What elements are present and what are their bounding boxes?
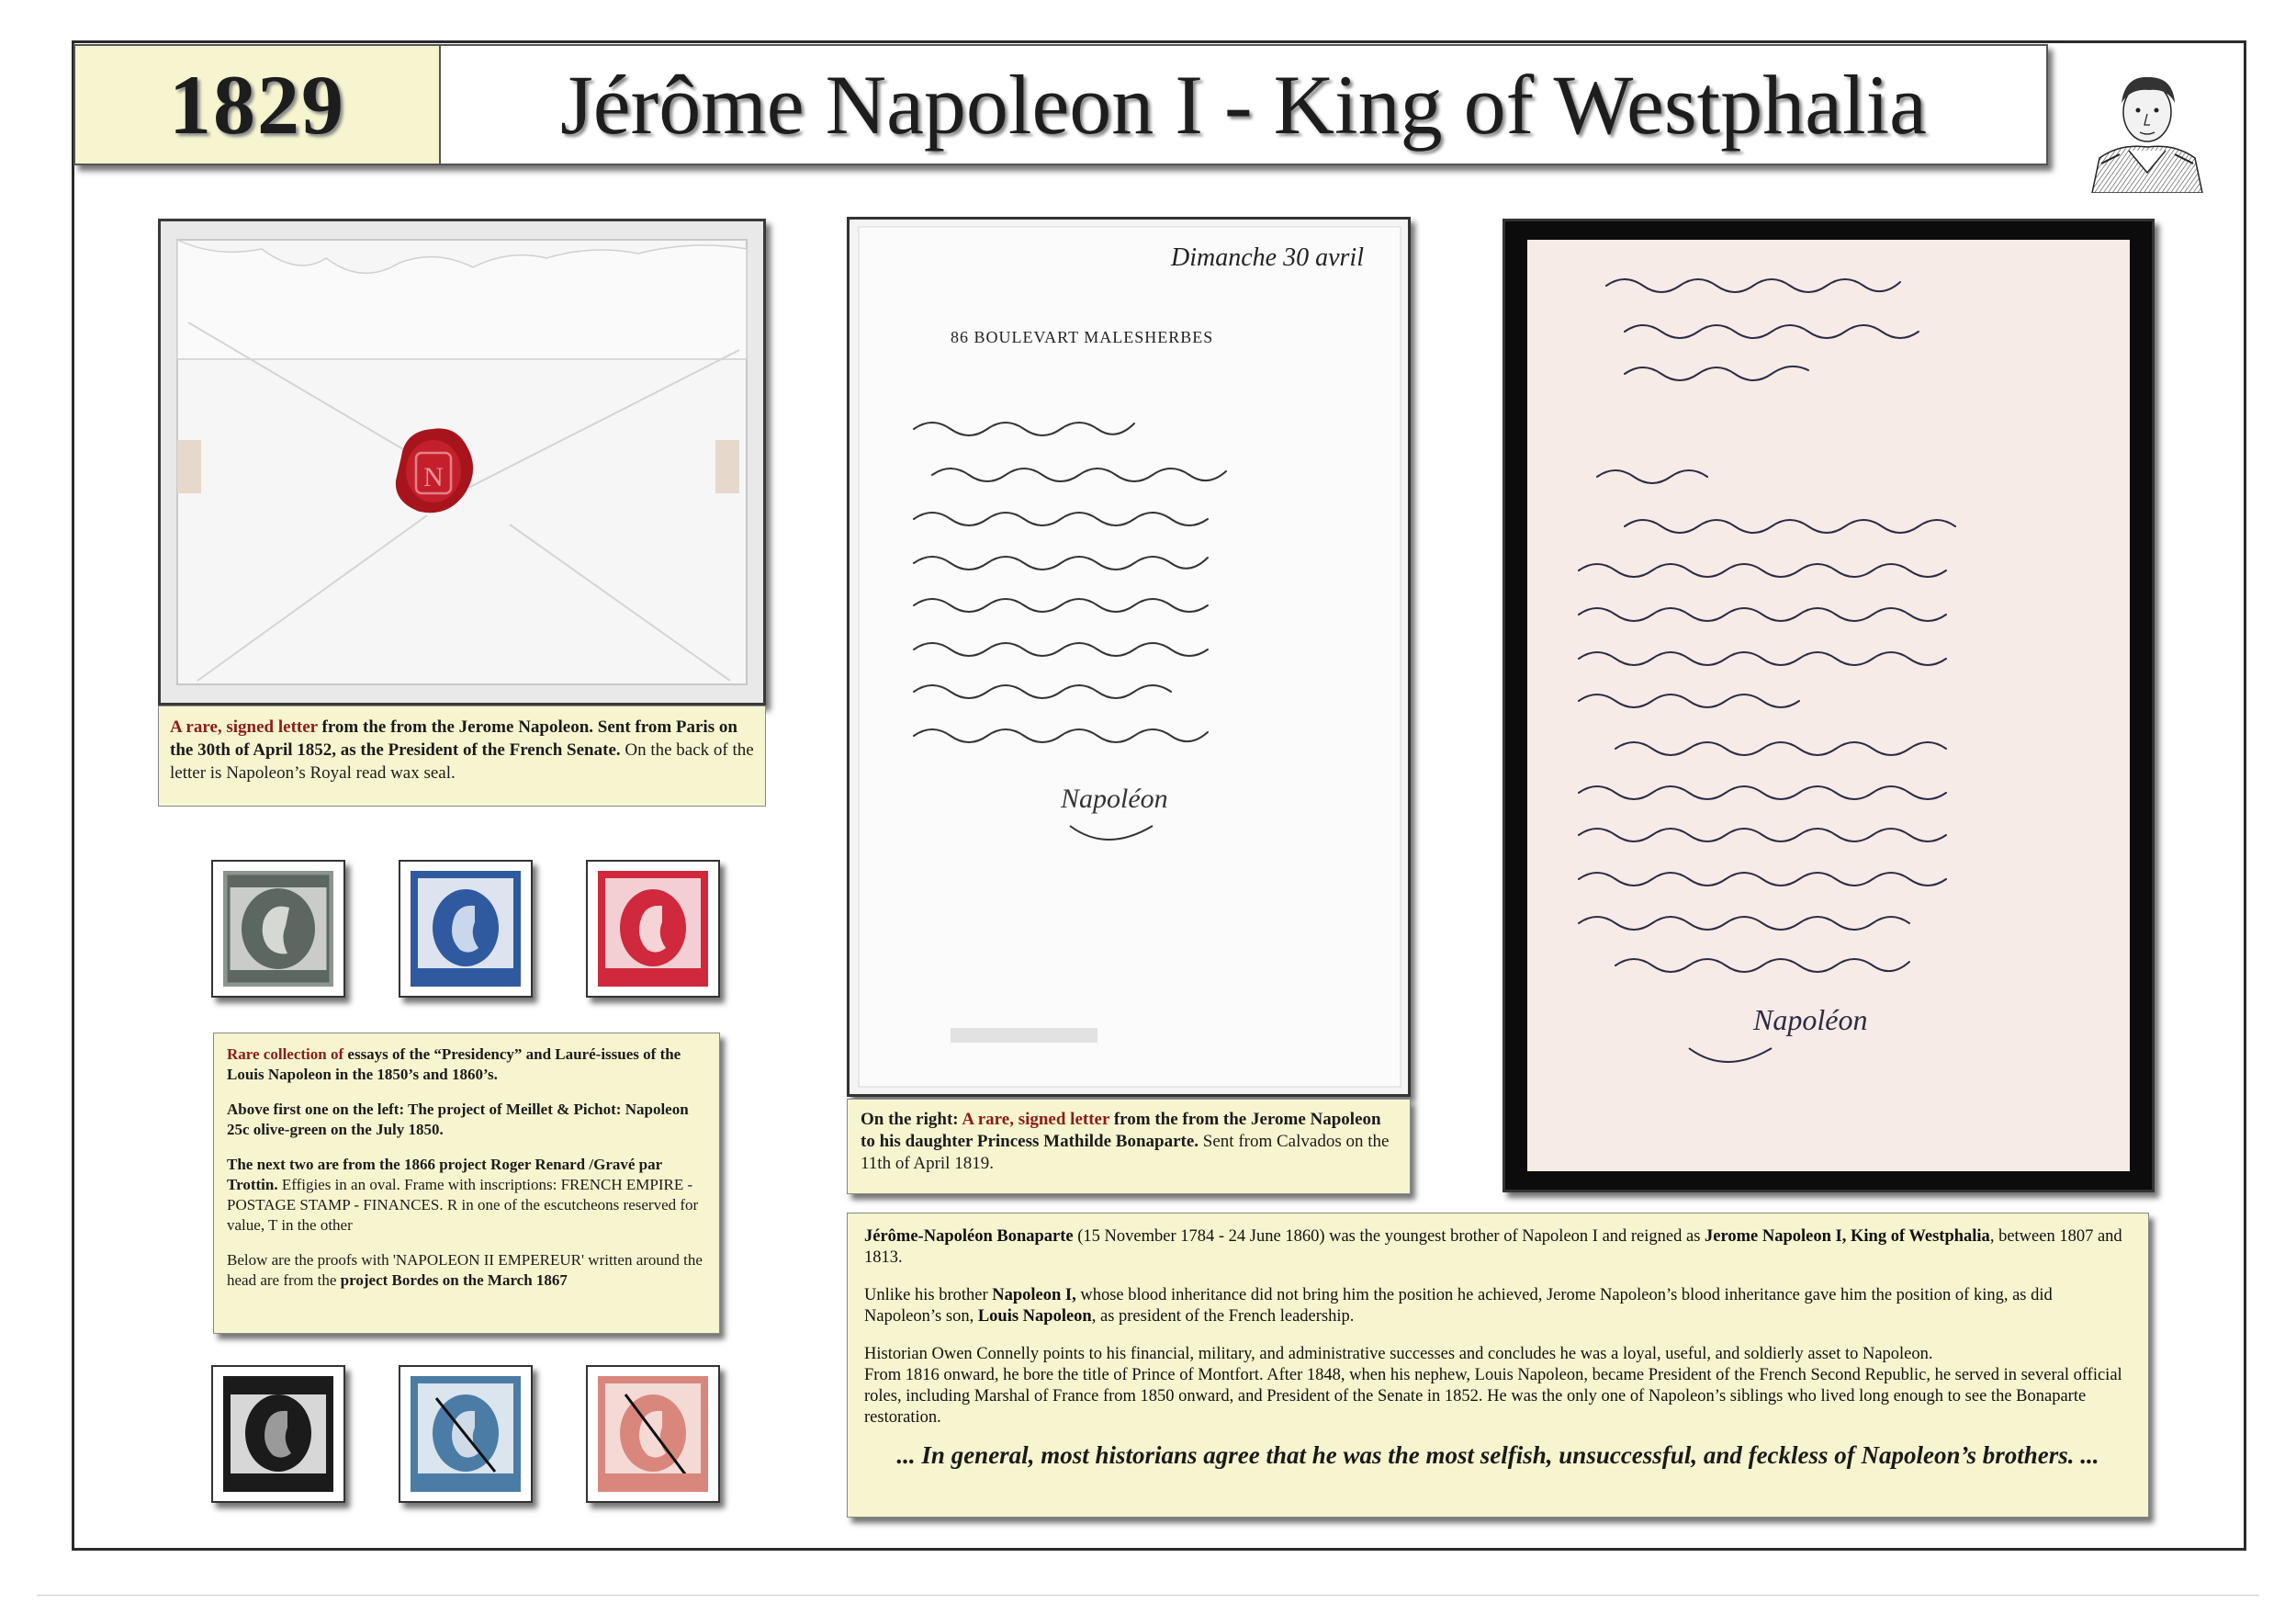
stamp-4-art xyxy=(222,1376,334,1492)
stamp-5-art xyxy=(410,1376,522,1492)
letter-to-chamouttaz xyxy=(847,217,1411,1097)
essays-para-4: Below are the proofs with 'NAPOLEON II EMPEREUR' written around the head are from the xyxy=(227,1251,703,1289)
bio-p2-e: , as president of the French leadership. xyxy=(1091,1307,1355,1326)
bio-p2-d: Louis Napoleon xyxy=(977,1307,1092,1326)
essays-para-4-bold: project Bordes on the March 1867 xyxy=(340,1271,568,1289)
page-header xyxy=(73,44,2048,165)
caption-text-2: On the back of the letter is Napoleon’s Royal read wax seal. xyxy=(170,740,754,783)
letter-caption-pre: On the right: xyxy=(861,1110,962,1129)
biography-box xyxy=(847,1213,2149,1518)
bio-p1: (15 November 1784 - 24 June 1860) was the youngest brother of Napoleon I and reigned as xyxy=(1073,1227,1705,1246)
stamp-1-art xyxy=(222,871,334,987)
stamp-essay-1 xyxy=(211,860,345,998)
essays-intro: essays of the “Presidency” and Lauré-issues of the Louis Napoleon in the 1850’s and 1860’s. xyxy=(227,1045,681,1083)
year-label: 1829 xyxy=(169,58,345,152)
stamp-proof-1 xyxy=(211,1365,345,1503)
envelope-photo xyxy=(158,219,766,706)
stamp-proof-3 xyxy=(586,1365,720,1503)
stamp-proof-2 xyxy=(399,1365,533,1503)
bio-p2-a: Unlike his brother xyxy=(864,1286,993,1304)
bio-p1-bold: Jerome Napoleon I, King of Westphalia xyxy=(1705,1227,1990,1246)
bio-p2-b: Napoleon I, xyxy=(992,1286,1076,1304)
bio-p3: Historian Owen Connelly points to his financial, military, and administrative successes and concludes he was a loyal, useful, and soldierly asset to Napoleon. xyxy=(864,1345,1933,1363)
stamp-3-art xyxy=(597,871,709,987)
bio-name: Jérôme-Napoléon Bonaparte xyxy=(864,1227,1074,1246)
caption-lead: A rare, signed letter xyxy=(170,717,318,737)
scan-edge-line xyxy=(37,1595,2259,1596)
portrait-engraving xyxy=(2083,55,2212,193)
letter-caption-bold: Napoleon to his daughter Princess Mathilde Bonaparte. xyxy=(861,1110,1381,1151)
bio-quote: ... In general, most historians agree that he was the most selfish, unsuccessful, and feckless of Napoleon’s brothers. ... xyxy=(896,1441,2099,1469)
signature-2: Napoléon xyxy=(1753,1003,1868,1036)
letter-caption-lead: A rare, signed letter xyxy=(962,1110,1110,1129)
letter-caption-post: Sent from Calvados on the 11th of April 1819. xyxy=(861,1132,1390,1173)
letter-caption-mid: from the from the Jerome xyxy=(1109,1110,1311,1129)
seal-letter: N xyxy=(423,462,444,492)
letter-caption xyxy=(847,1099,1411,1194)
envelope-caption xyxy=(158,706,766,807)
essays-para-3: Effigies in an oval. Frame with inscriptions: FRENCH EMPIRE - POSTAGE STAMP - FINANCES. R in one of the escutcheons reserved for value, T in the other xyxy=(227,1176,699,1234)
year-box xyxy=(75,46,441,164)
stamp-2-art xyxy=(410,871,522,987)
bio-p1-end: , between 1807 and 1813. xyxy=(864,1227,2122,1267)
title-box xyxy=(441,46,2046,164)
essays-para-3-lead: The next two are from the 1866 project Roger Renard /Gravé par Trottin. xyxy=(227,1156,662,1193)
bio-p4: From 1816 onward, he bore the title of Prince of Montfort. After 1848, when his nephew, Louis Napoleon, became President of the French Second Republic, he served in several official roles, including Marshal of France from 1850 onward, and President of the Senate in 1852. He was the only one of Napoleon’s siblings who lived long enough to see the Bonaparte restoration. xyxy=(864,1366,2122,1427)
page-title: Jérôme Napoleon I - King of Westphalia xyxy=(559,58,1928,152)
caption-text: from the from the Jerome Napoleon. Sent from Paris on the 30th of April 1852, as the President of the French Senate. xyxy=(170,717,737,760)
essays-para-2: Above first one on the left: The project of Meillet & Pichot: Napoleon 25c olive-green on the July 1850. xyxy=(227,1101,689,1138)
letter-date: Dimanche 30 avril xyxy=(1171,243,1364,272)
bio-p2-c: whose blood inheritance did not bring him the position he achieved, Jerome Napoleon’s blood inheritance gave him the position of king, as did Napoleon’s son, xyxy=(864,1286,2053,1326)
letter-to-mathilde xyxy=(1503,219,2155,1192)
stamp-6-art xyxy=(597,1376,709,1492)
essays-lead: Rare collection of xyxy=(227,1045,344,1063)
signature-1: Napoléon xyxy=(1061,784,1168,814)
stamp-essay-2 xyxy=(399,860,533,998)
essays-caption xyxy=(213,1033,720,1334)
letterhead: 86 BOULEVART MALESHERBES xyxy=(951,328,1214,346)
stamp-essay-3 xyxy=(586,860,720,998)
